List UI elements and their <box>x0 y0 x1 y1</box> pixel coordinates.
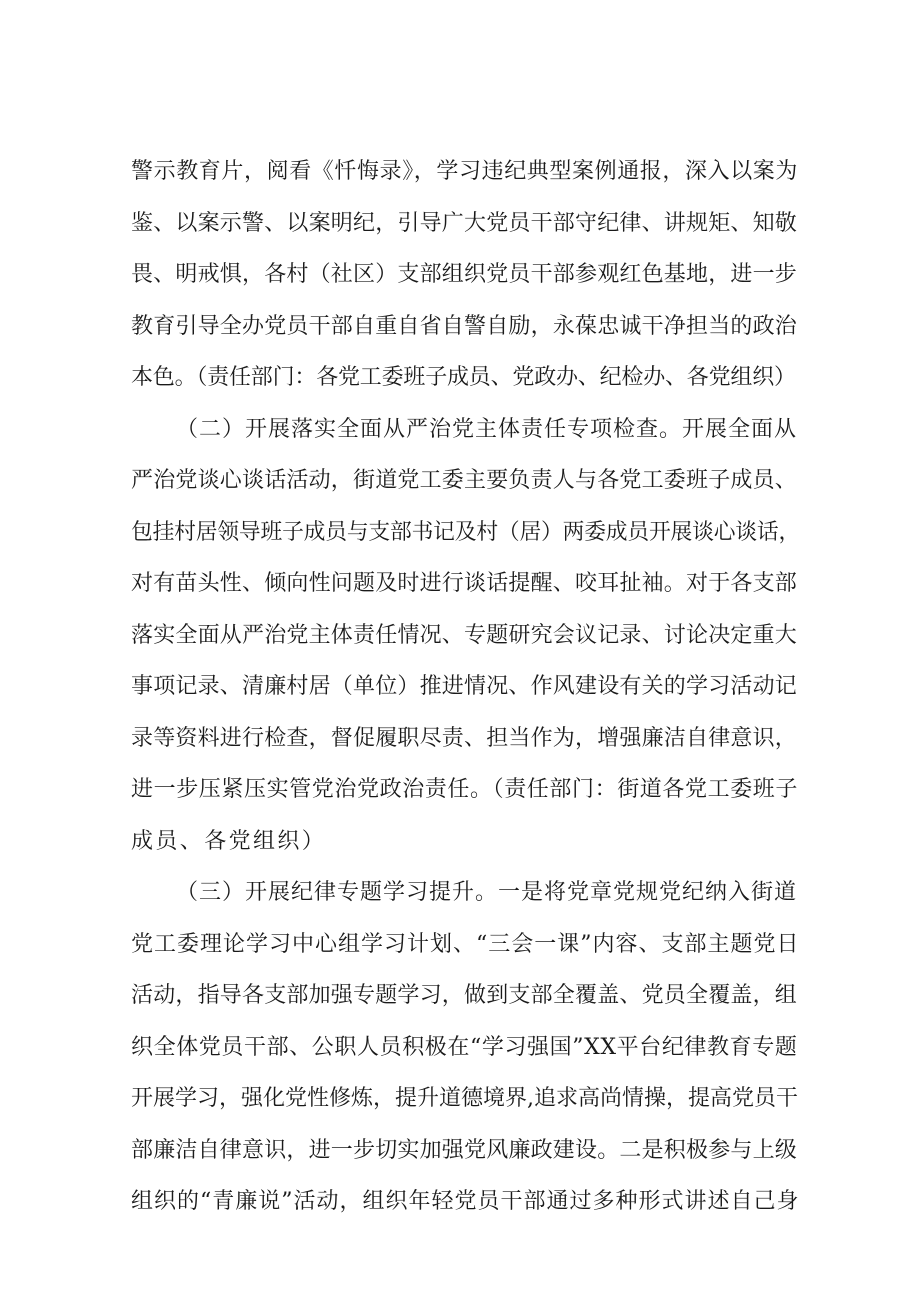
body-text-line: 畏、明戒惧，各村（社区）支部组织党员干部参观红色基地，进一步 <box>131 262 798 287</box>
body-text-line: 组织的“青廉说”活动，组织年轻党员干部通过多种形式讲述自己身 <box>131 1189 800 1214</box>
body-text-line: 开展学习，强化党性修炼，提升道德境界,追求高尚情操，提高党员干 <box>131 1086 798 1111</box>
section-heading-line: （二）开展落实全面从严治党主体责任专项检查。开展全面从 <box>176 417 798 442</box>
section-heading-line: （三）开展纪律专题学习提升。一是将党章党规党纪纳入街道 <box>176 880 798 905</box>
body-text-line: 成员、各党组织） <box>131 829 327 854</box>
body-text-line: 落实全面从严治党主体责任情况、专题研究会议记录、讨论决定重大 <box>131 623 798 648</box>
body-text-line: 部廉洁自律意识，进一步切实加强党风廉政建设。二是积极参与上级 <box>131 1138 798 1163</box>
body-text-line: 本色。（责任部门：各党工委班子成员、党政办、纪检办、各党组织） <box>131 365 796 390</box>
body-text-line: 包挂村居领导班子成员与支部书记及村（居）两委成员开展谈心谈话， <box>131 520 801 545</box>
body-text-line: 活动，指导各支部加强专题学习，做到支部全覆盖、党员全覆盖，组 <box>131 983 798 1008</box>
body-text-line: 严治党谈心谈话活动，街道党工委主要负责人与各党工委班子成员、 <box>131 468 798 493</box>
body-text-line: 鉴、以案示警、以案明纪，引导广大党员干部守纪律、讲规矩、知敬 <box>131 211 798 236</box>
body-text-line: 事项记录、清廉村居（单位）推进情况、作风建设有关的学习活动记 <box>131 674 798 699</box>
body-text-line: 织全体党员干部、公职人员积极在“学习强国”XX平台纪律教育专题 <box>131 1035 798 1060</box>
body-text-line: 对有苗头性、倾向性问题及时进行谈话提醒、咬耳扯袖。对于各支部 <box>131 571 798 596</box>
body-text-line: 进一步压紧压实管党治党政治责任。（责任部门：街道各党工委班子 <box>131 777 799 802</box>
body-text-line: 党工委理论学习中心组学习计划、“三会一课”内容、支部主题党日 <box>131 932 800 957</box>
body-text-line: 警示教育片，阅看《忏悔录》，学习违纪典型案例通报，深入以案为 <box>131 159 799 184</box>
body-text-line: 教育引导全办党员干部自重自省自警自励，永葆忠诚干净担当的政治 <box>131 314 798 339</box>
body-text-line: 录等资料进行检查，督促履职尽责、担当作为，增强廉洁自律意识， <box>131 726 798 751</box>
